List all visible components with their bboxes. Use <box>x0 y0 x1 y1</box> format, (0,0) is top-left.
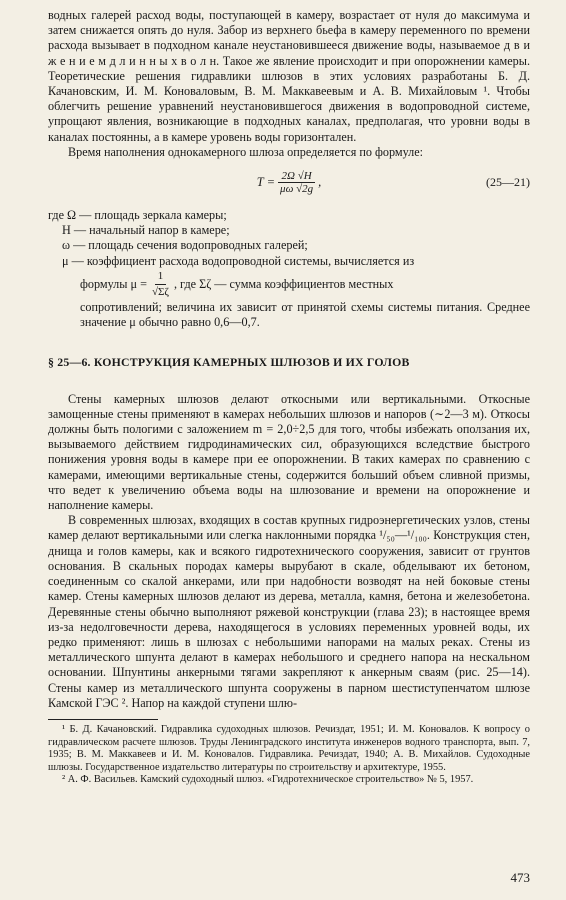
filling-time-formula <box>48 160 530 204</box>
formula-intro: Время наполнения однокамерного шлюза определяется по формуле: <box>68 144 424 159</box>
footnote-1: ¹ Б. Д. Качановский. Гидравлика судоходных шлюзов. Речиздат, 1951; И. М. Коновалов. К вопросу о гидравлическом расчете шлюзов. Труды Ленинградского института инженеров водного транспорта, вып. 7, 1935; В. М. Маккавеев и И. М. Коновалов. Гидравлика. Речиздат, 1940; А. В. Михайлов. Судоходные шлюзы. Государственное издательство литературы по строительству и архитектуре, 1955. <box>48 723 530 773</box>
footnote-2: ² А. Ф. Васильев. Камский судоходный шлюз. «Гидротехническое строительство» № 5, 1957. <box>62 774 474 786</box>
formula-suffix: , <box>318 174 322 189</box>
formula-denominator: μω √2g <box>280 182 314 195</box>
mu-numerator: 1 <box>155 269 167 285</box>
mu-formula <box>80 269 393 300</box>
mu-formula-prefix: формулы μ = <box>80 276 147 291</box>
mu-denominator: √Σζ <box>151 286 169 299</box>
definition-small-omega: ω — площадь сечения водопроводных галерей; <box>62 238 308 253</box>
definition-h: H — начальный напор в камере; <box>62 223 230 238</box>
equation-number: (25—21) <box>486 174 530 189</box>
footnote-divider <box>48 719 158 720</box>
mu-continuation: сопротивлений; величина их зависит от принятой схемы системы питания. Среднее значение μ обычно равно 0,6—0,7. <box>80 300 530 330</box>
mu-formula-line <box>48 269 530 300</box>
formula-lhs: T = <box>256 174 276 189</box>
definition-omega: где Ω — площадь зеркала камеры; <box>48 208 227 223</box>
formula-numerator: 2Ω √H <box>278 170 314 183</box>
paragraph-2: Стены камерных шлюзов делают откосными или вертикальными. Откосные замощенные стены применяют в камерах небольших шлюзов и напоров (∼2—3 м). Откосы должны быть пологими с заложением m = 2,0÷2,5 для того, чтобы избежать оползания их, вызываемого действием гидродинамических сил, образующихся вследствие быстрого понижения уровня воды в камере при ее опорожнении. В таких камерах по сравнению с камерами, имеющими вертикальные стены, содержится больший объем сливной призмы, что ведет к увеличению объема воды на шлюзование и времени на опорожнение и наполнение камеры. <box>48 391 530 513</box>
paragraph-3: В современных шлюзах, входящих в состав крупных гидроэнергетических узлов, стены камер делают вертикальными или слегка наклонными порядка ¹/₅₀—¹/₁₀₀. Конструкция стен, днища и голов камеры, как и всякого гидротехнического сооружения, зависит от грунтов основания. В скальных породах камеры вырубают в скале, обделывают их бетоном, соединенным со скалой анкерами, или при надобности возводят на ней боковые стены камер. Стены камерных шлюзов делают из дерева, металла, камня, бетона и железобетона. Деревянные стены обычно выполняют ряжевой конструкции (глава 23); в настоящее время из-за недолговечности дерева, находящегося в условиях переменных уровней воды, их редко применяют: лишь в шлюзах с небольшими напорами на малых реках. Стены из металлического шпунта делают в камерах небольшого и среднего напора на нескальном основании. Шпунтины анкерными тягами закрепляют к анкерным сваям (рис. 25—14). Стены камер из металлического шпунта сооружены в парном шестиступенчатом шлюзе Камской ГЭС ². Напор на каждой ступени шлю- <box>48 513 530 710</box>
definitions-list <box>48 208 530 331</box>
top-paragraph: водных галерей расход воды, поступающей в камеру, возрастает от нуля до максимума и затем снижается опять до нуля. Забор из верхнего бьефа в камеру переменного по времени расхода вызывает в подходном канале неустановившееся движение воды, называемое д в и ж е н и е м д л и н н ы х в о л н. Такое же явление происходит и при опорожнении камеры. Теоретические решения гидравлики шлюзов в этих условиях разработаны Б. Д. Качановским, И. М. Коноваловым, В. М. Маккавеевым и А. В. Михайловым ¹. Чтобы облегчить решение уравнений неустановившегося движения в водопроводной системе, упрощают явления, возникающие в подходных каналах, предполагая, что уровни воды в каналах постоянны, а в камере уровень воды горизонтален. <box>48 8 530 144</box>
page-number: 473 <box>510 870 530 885</box>
formula-fraction <box>277 170 316 195</box>
section-heading: § 25—6. КОНСТРУКЦИЯ КАМЕРНЫХ ШЛЮЗОВ И ИХ ГОЛОВ <box>48 354 410 369</box>
definition-mu: μ — коэффициент расхода водопроводной системы, вычисляется из <box>62 253 415 268</box>
mu-fraction <box>149 269 172 300</box>
mu-formula-suffix: , где Σζ — сумма коэффициентов местных <box>173 276 394 291</box>
